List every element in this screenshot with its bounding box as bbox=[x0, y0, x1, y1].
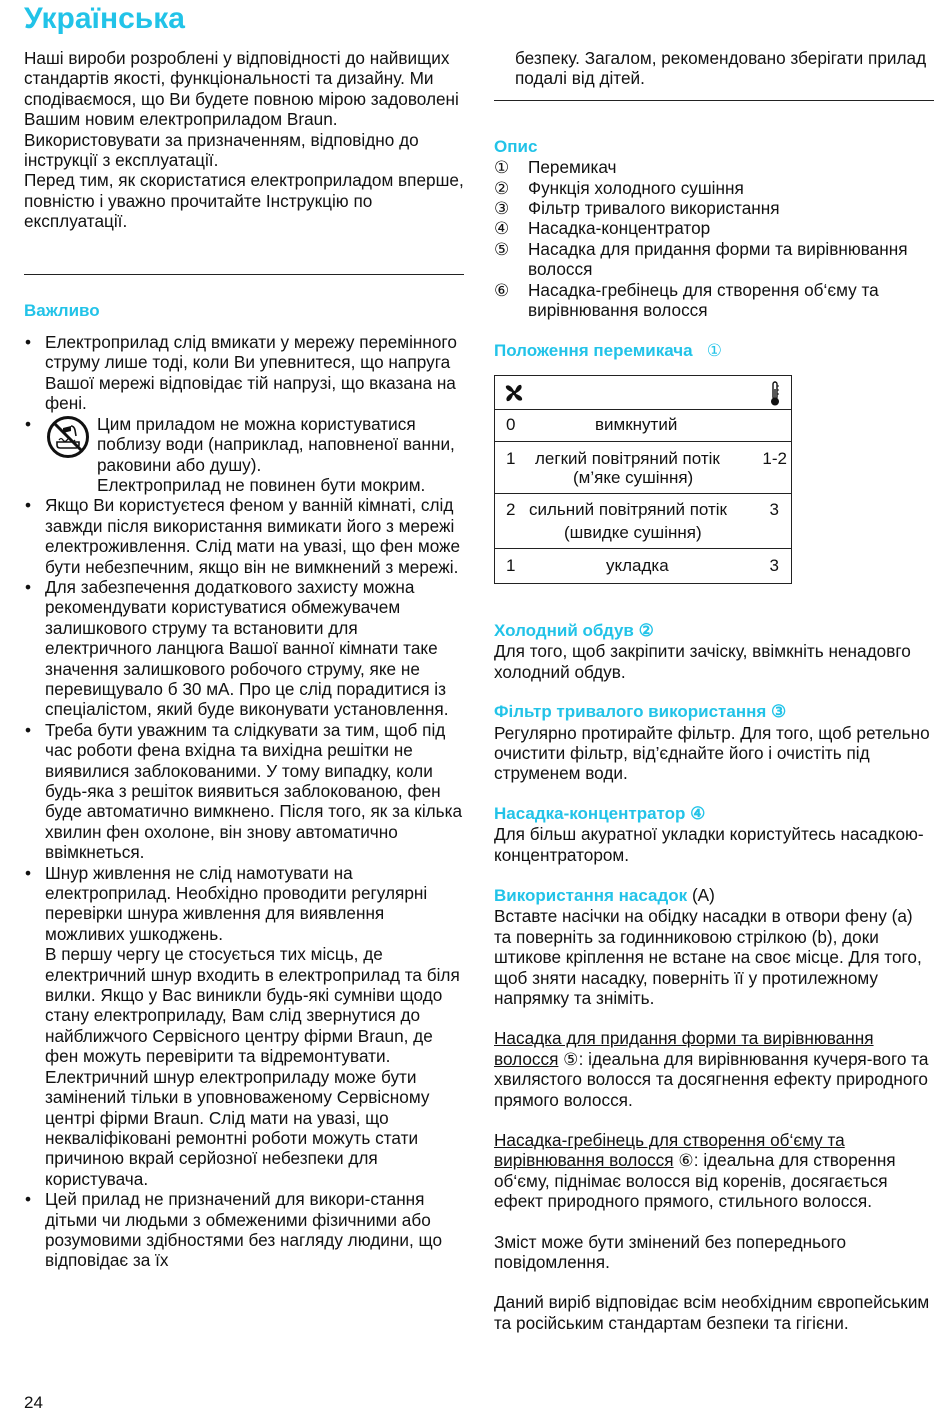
table-row: 1 укладка 3 bbox=[495, 548, 792, 583]
important-heading: Важливо bbox=[24, 300, 100, 320]
list-item: • Цей прилад не призначений для викори-стання дітьми чи людьми з обмеженими фізичними або розумовими здібностями без нагляду людини, що відповідає за їх bbox=[25, 1189, 443, 1271]
thermometer-icon bbox=[769, 381, 781, 407]
cold-heading: Холодний обдув ② bbox=[494, 620, 654, 640]
list-item: • Цим приладом не можна користуватися поблизу води (наприклад, наповненої ванни, раковини або душу). Електроприлад не повинен бути мокрим. bbox=[25, 413, 455, 495]
attachment-6-paragraph: Насадка-гребінець для створення об‘єму та вирівнювання волосся ⑥: ідеальна для створення об‘єму, піднімає волосся від коренів, досягається ефект природного прямого, стильного волосся. bbox=[494, 1130, 896, 1212]
cold-text: Для того, щоб закріпити зачіску, ввімкніть ненадовго холодний обдув. bbox=[494, 641, 911, 682]
list-item: ⑥ Насадка-гребінець для створення об‘єму та вирівнювання волосся bbox=[494, 279, 879, 321]
table-row bbox=[495, 375, 792, 409]
list-item: ③ Фільтр тривалого використання bbox=[494, 198, 780, 219]
list-item: • Треба бути уважним та слідкувати за тим, щоб під час роботи фена вхідна та вихідна решітки не виявилися заблокованими. У тому випадку, коли будь-яка з решіток виявиться заблокованою, фен буде автоматично вимкнено. Після того, як за кілька хвилин фен охолоне, він знову автоматично ввімкнеться. bbox=[25, 719, 463, 863]
filter-heading: Фільтр тривалого використання ③ bbox=[494, 702, 787, 722]
fan-icon bbox=[503, 382, 525, 404]
no-water-warning-icon bbox=[45, 415, 93, 459]
switch-heading: Положення перемикача ① bbox=[494, 341, 723, 361]
important-list bbox=[24, 332, 464, 1271]
list-item: • Для забезпечення додаткового захисту можна рекомендувати користуватися обмежувачем залишкового струму та встановити для електричного ланцюга Вашої ванної кімнати таке значення залишкового робочого струму, яке не перевищувало б 30 мА. Про це слід порадитися із спеціалістом, який буде виконувати установлення. bbox=[25, 576, 449, 720]
table-row: 0 вимкнутий bbox=[495, 409, 792, 441]
filter-text: Регулярно протирайте фільтр. Для того, щоб ретельно очистити фільтр, від’єднайте його і очистіть під струменем води. bbox=[494, 722, 930, 784]
list-item: • Якщо Ви користуєтеся феном у ванній кімнаті, слід завжди після використання вимикати його з мережі електроживлення. Слід мати на увазі, що фен може бути небезпечним, якщо він не вимкнений з мережі. bbox=[25, 495, 461, 577]
concentrator-text: Для більш акуратної укладки користуйтесь насадкою-концентратором. bbox=[494, 824, 924, 865]
left-column bbox=[24, 48, 464, 1271]
list-item: ⑤ Насадка для придання форми та вирівнювання волосся bbox=[494, 238, 908, 280]
description-list bbox=[494, 157, 934, 320]
list-item: ④ Насадка-концентратор bbox=[494, 218, 711, 239]
attachments-heading: Використання насадок (A) bbox=[494, 884, 715, 905]
list-item: ② Функція холодного сушіння bbox=[494, 177, 744, 198]
important-continued: безпеку. Загалом, рекомендовано зберігати прилад подалі від дітей. bbox=[515, 48, 927, 89]
page-number: 24 bbox=[24, 1393, 43, 1412]
intro-paragraph: Наші вироби розроблені у відповідності до найвищих стандартів якості, функціональності та дизайну. Ми сподіваємося, що Ви будете повною мірою задоволені Вашим новим електроприладом Braun. Використовувати за призначенням, відповідно до інструкції з експлуатації. bbox=[24, 48, 459, 171]
list-item: • Шнур живлення не слід намотувати на електроприлад. Необхідно проводити регулярні перевірки шнура живлення для виявлення можливих ушкоджень. В першу чергу це стосується тих місць, де електричний шнур входить в електроприлад та біля вилки. Якщо у Вас виникли будь-які сумніви щодо стану електроприладу, Вам слід звернутися до найближчого Сервісного центру фірми Braun, де фен можуть перевірити та відремонтувати. Електричний шнур електроприладу може бути замінений тільки в уповноваженому Сервісному центрі фірми Braun. Слід мати на увазі, що некваліфіковані ремонтні роботи можуть стати причиною вкрай серйозної небезпеки для користувача. bbox=[25, 862, 460, 1189]
list-item: ① Перемикач bbox=[494, 157, 617, 178]
attachments-text: Вставте насічки на обідку насадки в отвори фену (а) та поверніть за годинниковою стрілкою (b), доки штикове кріплення не встане на своє місце. Для того, щоб зняти насадку, поверніть її у протилежному напрямку та зніміть. bbox=[494, 906, 922, 1008]
standards-paragraph: Даний виріб відповідає всім необхідним європейським та російським стандартам безпеки та гігієни. bbox=[494, 1292, 930, 1333]
divider bbox=[24, 274, 464, 275]
attachment-5-paragraph: Насадка для придання форми та вирівнювання волосся ⑤: ідеальна для вирівнювання кучеря-вого та хвилястого волосся та досягнення ефекту природного прямого волосся. bbox=[494, 1028, 929, 1110]
description-heading: Опис bbox=[494, 136, 538, 156]
switch-table bbox=[494, 375, 792, 584]
page-title: Українська bbox=[24, 2, 185, 35]
notice-paragraph: Зміст може бути змінений без попереднього повідомлення. bbox=[494, 1231, 847, 1273]
divider bbox=[494, 100, 934, 101]
intro-paragraph-2: Перед тим, як скористатися електроприладом вперше, повністю і уважно прочитайте Інструкцію по експлуатації. bbox=[24, 170, 464, 232]
list-item: • Електроприлад слід вмикати у мережу перемінного струму лише тоді, коли Ви упевнитеся, що напруга Вашої мережі відповідає тій напрузі, що вказана на фені. bbox=[25, 332, 457, 414]
right-column bbox=[494, 48, 934, 1333]
table-row: 2 сильний повітряний потік (швидке сушіння) 3 bbox=[495, 493, 792, 548]
table-row: 1 легкий повітряний потік (м’яке сушіння) 1-2 bbox=[495, 441, 792, 493]
concentrator-heading: Насадка-концентратор ④ bbox=[494, 803, 706, 823]
